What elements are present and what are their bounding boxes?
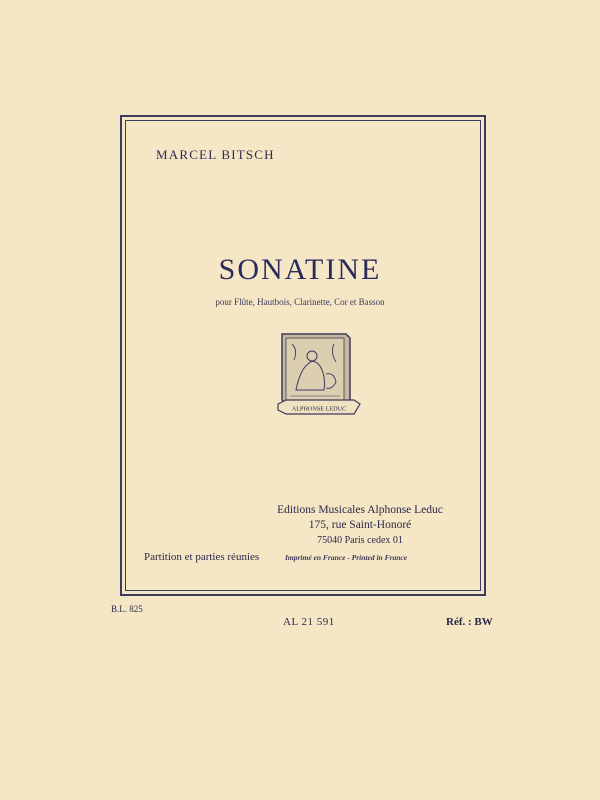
publisher-name: Editions Musicales Alphonse Leduc — [277, 504, 443, 516]
publisher-address: 175, rue Saint-Honoré — [308, 519, 412, 531]
publisher-block — [260, 503, 460, 548]
bl-number: B.L. 825 — [111, 604, 143, 614]
reference-code: Réf. : BW — [446, 616, 493, 628]
catalog-number: AL 21 591 — [283, 616, 335, 628]
printed-in-france: Imprimé en France - Printed in France — [285, 553, 408, 562]
edition-note: Partition et parties réunies — [144, 551, 260, 563]
instrumentation-subtitle: pour Flûte, Hautbois, Clarinette, Cor et Basson — [215, 297, 385, 307]
work-title: SONATINE — [218, 253, 382, 286]
publisher-emblem-icon — [276, 330, 362, 420]
publisher-city: 75040 Paris cedex 01 — [317, 535, 403, 546]
emblem-ribbon-text: ALPHONSE LEDUC — [291, 405, 347, 413]
composer-name: MARCEL BITSCH — [156, 147, 275, 162]
